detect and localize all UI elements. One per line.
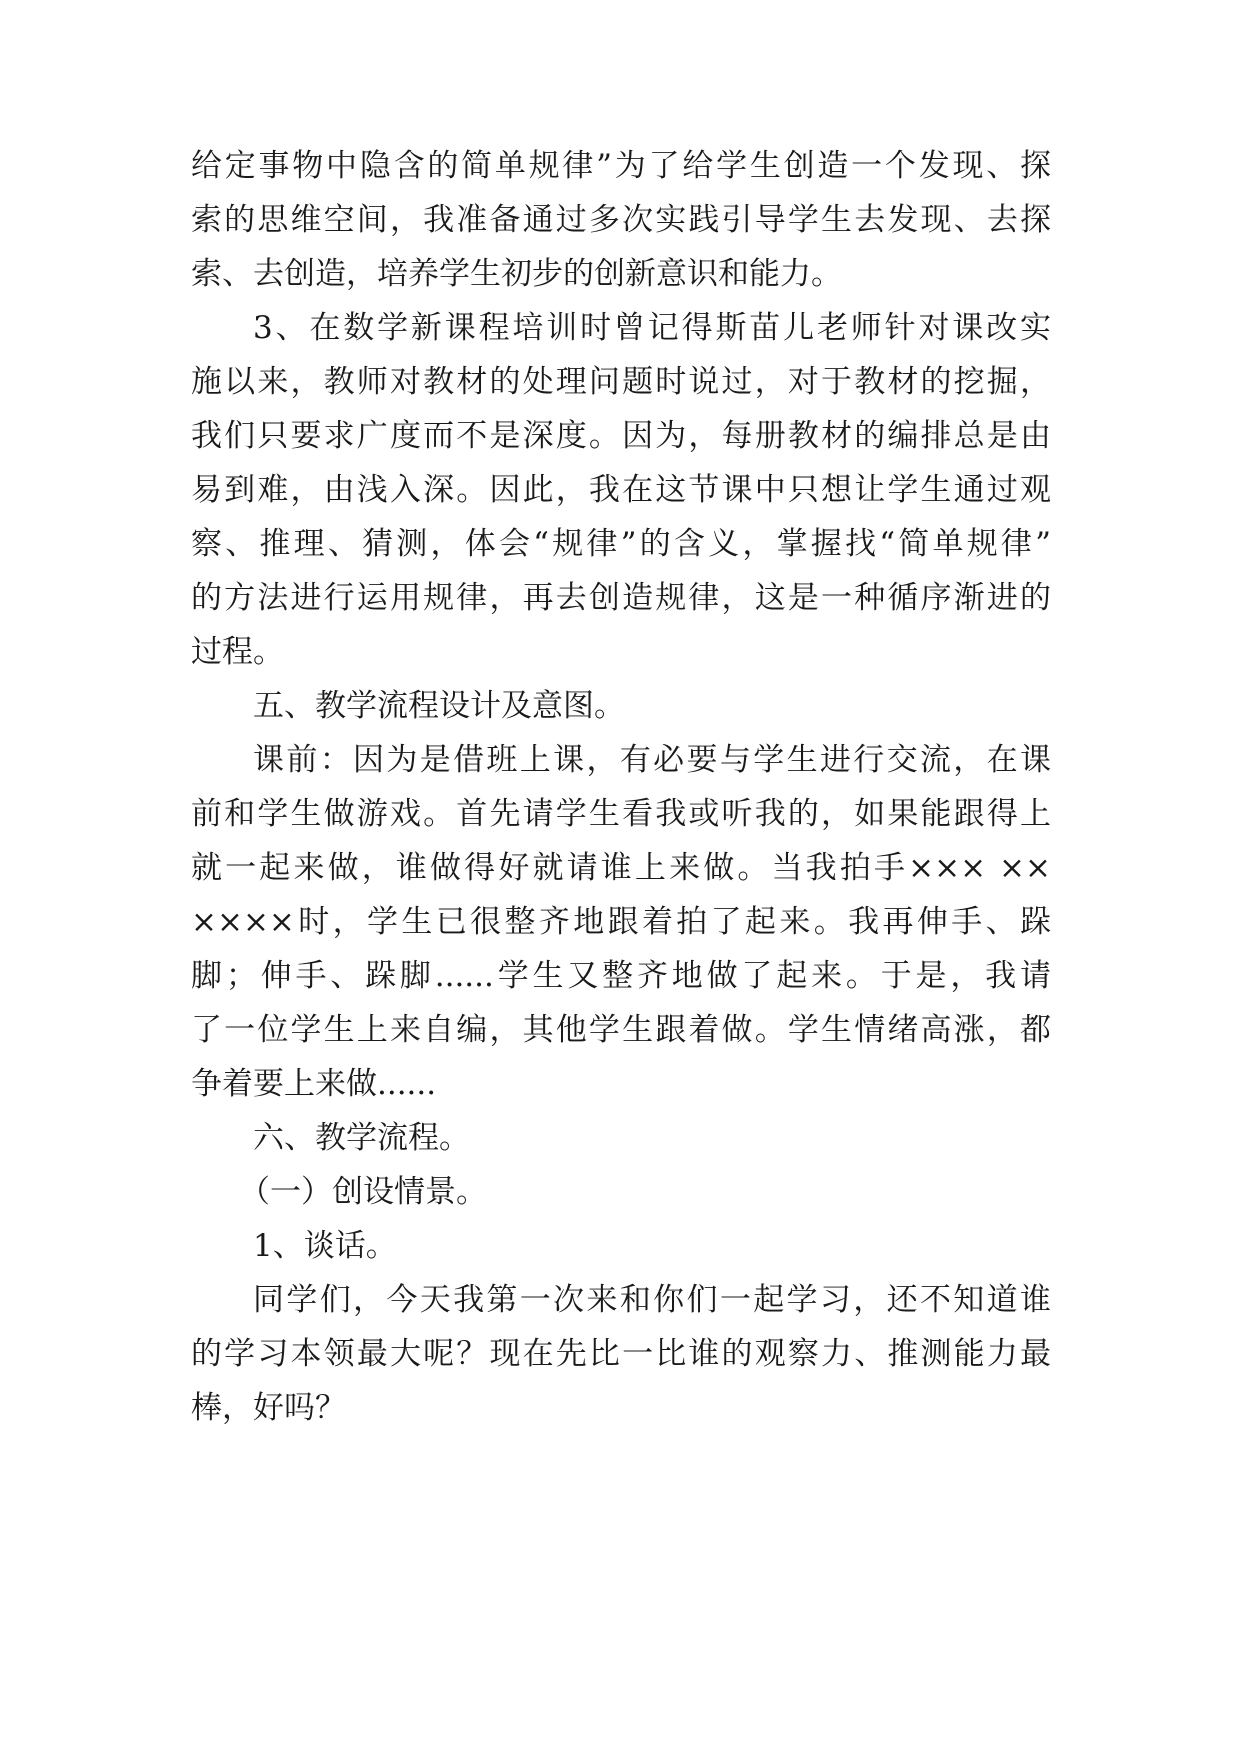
text-line-8: 察、推理、猜测，体会“规律”的含义，掌握找“简单规律”: [191, 526, 1051, 562]
section-heading-5: 五、教学流程设计及意图。: [253, 688, 625, 724]
text-line-18: 争着要上来做......: [191, 1066, 437, 1102]
text-line-7: 易到难，由浅入深。因此，我在这节课中只想让学生通过观: [191, 472, 1051, 508]
item-heading-1: 1、谈话。: [253, 1228, 397, 1264]
text-line-6: 我们只要求广度而不是深度。因为，每册教材的编排总是由: [191, 418, 1051, 454]
text-line-14: 就一起来做，谁做得好就请谁上来做。当我拍手××× ××: [191, 850, 1051, 886]
text-line-4: 3、在数学新课程培训时曾记得斯苗儿老师针对课改实: [253, 310, 1051, 346]
section-heading-6: 六、教学流程。: [253, 1120, 470, 1156]
subsection-heading-1: （一）创设情景。: [239, 1174, 487, 1210]
text-line-2: 索的思维空间，我准备通过多次实践引导学生去发现、去探: [191, 202, 1051, 238]
text-line-5: 施以来，教师对教材的处理问题时说过，对于教材的挖掘，: [191, 364, 1051, 400]
text-line-9: 的方法进行运用规律，再去创造规律，这是一种循序渐进的: [191, 580, 1051, 616]
text-line-15: ××××时，学生已很整齐地跟着拍了起来。我再伸手、跺: [191, 904, 1051, 940]
text-line-24: 棒，好吗？: [191, 1390, 346, 1426]
text-line-1: 给定事物中隐含的简单规律”为了给学生创造一个发现、探: [191, 148, 1051, 184]
text-line-17: 了一位学生上来自编，其他学生跟着做。学生情绪高涨，都: [191, 1012, 1051, 1048]
text-line-13: 前和学生做游戏。首先请学生看我或听我的，如果能跟得上: [191, 796, 1051, 832]
text-line-10: 过程。: [191, 634, 284, 670]
text-line-23: 的学习本领最大呢？现在先比一比谁的观察力、推测能力最: [191, 1336, 1051, 1372]
text-line-22: 同学们，今天我第一次来和你们一起学习，还不知道谁: [253, 1282, 1051, 1318]
text-line-16: 脚；伸手、跺脚......学生又整齐地做了起来。于是，我请: [191, 958, 1051, 994]
text-line-3: 索、去创造，培养学生初步的创新意识和能力。: [191, 256, 842, 292]
text-line-12: 课前：因为是借班上课，有必要与学生进行交流，在课: [253, 742, 1051, 778]
